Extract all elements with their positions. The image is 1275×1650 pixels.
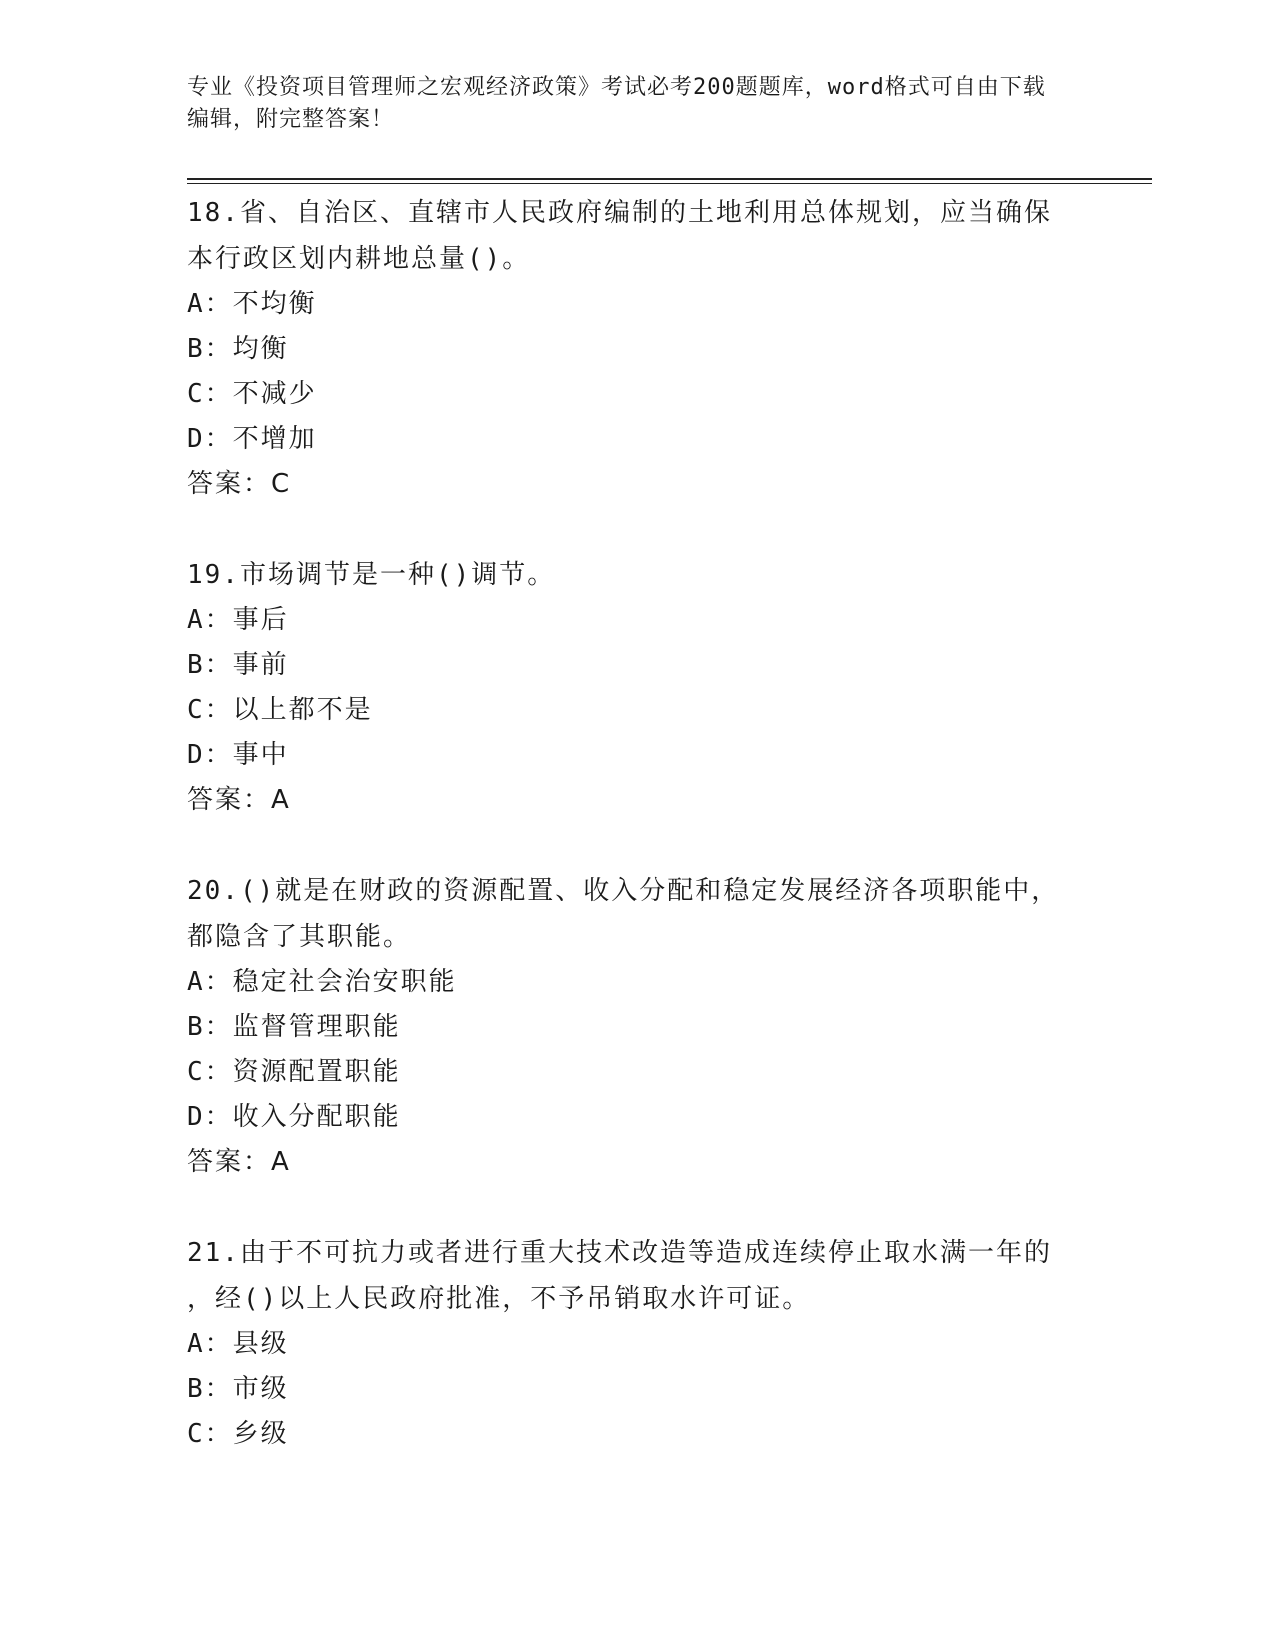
header-divider-thin	[187, 183, 1152, 184]
answer: 答案：C	[187, 469, 292, 499]
option-c: C：以上都不是	[187, 695, 373, 725]
option-a: A：县级	[187, 1329, 289, 1359]
question-stem-line: 21.由于不可抗力或者进行重大技术改造等造成连续停止取水满一年的	[187, 1238, 1052, 1268]
option-b: B：监督管理职能	[187, 1012, 401, 1042]
question-stem	[187, 1230, 1087, 1322]
option-b: B：市级	[187, 1374, 289, 1404]
option-d: D：不增加	[187, 424, 317, 454]
option-b: B：事前	[187, 650, 289, 680]
question-stem-line: 18.省、自治区、直辖市人民政府编制的土地利用总体规划，应当确保	[187, 198, 1052, 228]
option-d: D：事中	[187, 740, 289, 770]
question-stem-line: ，经()以上人民政府批准，不予吊销取水许可证。	[187, 1284, 811, 1314]
question-list	[187, 190, 1087, 1502]
question-stem-line: 19.市场调节是一种()调节。	[187, 560, 556, 590]
question-stem-line: 20.()就是在财政的资源配置、收入分配和稳定发展经济各项职能中，	[187, 876, 1060, 906]
question-stem	[187, 190, 1087, 282]
question-21	[187, 1230, 1087, 1457]
question-stem	[187, 868, 1087, 960]
answer: 答案：A	[187, 785, 291, 815]
option-a: A：不均衡	[187, 289, 317, 319]
option-d: D：收入分配职能	[187, 1102, 401, 1132]
question-20	[187, 868, 1087, 1185]
answer: 答案：A	[187, 1147, 291, 1177]
option-c: C：不减少	[187, 379, 317, 409]
question-18	[187, 190, 1087, 507]
option-a: A：稳定社会治安职能	[187, 967, 457, 997]
option-c: C：资源配置职能	[187, 1057, 401, 1087]
option-c: C：乡级	[187, 1419, 289, 1449]
question-stem-line: 本行政区划内耕地总量()。	[187, 244, 531, 274]
option-a: A：事后	[187, 605, 289, 635]
header-divider-thick	[187, 178, 1152, 180]
option-b: B：均衡	[187, 334, 289, 364]
question-19	[187, 552, 1087, 823]
question-stem	[187, 552, 1087, 598]
question-stem-line: 都隐含了其职能。	[187, 922, 412, 952]
document-header: 专业《投资项目管理师之宏观经济政策》考试必考200题题库，word格式可自由下载编辑，附完整答案！	[187, 75, 1046, 132]
